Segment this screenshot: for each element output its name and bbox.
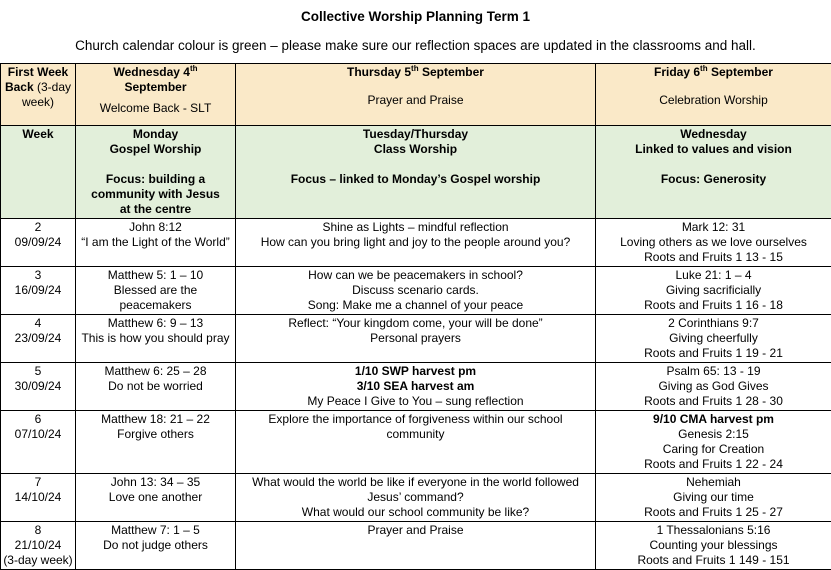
monday-cell — [76, 315, 236, 363]
thursday-date-title: Thursday 5th September — [238, 65, 593, 80]
tuesday-thursday-cell — [236, 315, 596, 363]
cell-line: 3/10 SEA harvest am — [238, 379, 593, 394]
class-worship-header-cell — [236, 126, 596, 219]
cell-line: Matthew 18: 21 – 22 — [78, 412, 233, 427]
cell-line: Explore the importance of forgiveness within our school community — [238, 412, 593, 442]
table-row — [1, 315, 831, 363]
cell-line: Luke 21: 1 – 4 — [598, 268, 829, 283]
cell-line: Genesis 2:15 — [598, 427, 829, 442]
ordinal-superscript: th — [190, 64, 198, 73]
wednesday-worship-header-cell — [596, 126, 831, 219]
header-row-dates — [1, 64, 831, 126]
week-cell — [1, 522, 76, 570]
cell-line: 30/09/24 — [3, 379, 73, 394]
thursday-date-cell — [236, 64, 596, 126]
header-row-worship-types — [1, 126, 831, 219]
week-header-cell: Week — [1, 126, 76, 219]
table-row — [1, 474, 831, 522]
cell-line: This is how you should pray — [78, 331, 233, 346]
wednesday-cell — [596, 411, 831, 474]
cell-line: How can we be peacemakers in school? — [238, 268, 593, 283]
table-row — [1, 219, 831, 267]
friday-date-cell — [596, 64, 831, 126]
cell-line: Forgive others — [78, 427, 233, 442]
cell-line: Matthew 5: 1 – 10 — [78, 268, 233, 283]
first-week-back-title: First Week Back — [5, 65, 68, 94]
table-header-section — [1, 64, 831, 219]
cell-line: Roots and Fruits 1 13 - 15 — [598, 250, 829, 265]
cell-line: Caring for Creation — [598, 442, 829, 457]
table-row — [1, 522, 831, 570]
monday-cell — [76, 267, 236, 315]
header-line: Wednesday — [598, 127, 829, 142]
cell-line: Giving sacrificially — [598, 283, 829, 298]
header-line: Class Worship — [238, 142, 593, 157]
cell-line: 23/09/24 — [3, 331, 73, 346]
cell-line: Giving our time — [598, 490, 829, 505]
tuesday-thursday-cell — [236, 363, 596, 411]
cell-line: 1/10 SWP harvest pm — [238, 364, 593, 379]
header-line: Tuesday/Thursday — [238, 127, 593, 142]
cell-line: Roots and Fruits 1 16 - 18 — [598, 298, 829, 313]
cell-line: Reflect: “Your kingdom come, your will be done” — [238, 316, 593, 331]
cell-line: Roots and Fruits 1 19 - 21 — [598, 346, 829, 361]
week-cell — [1, 411, 76, 474]
tuesday-thursday-cell — [236, 267, 596, 315]
ordinal-superscript: th — [411, 64, 419, 73]
cell-line: 09/09/24 — [3, 235, 73, 250]
week-cell — [1, 267, 76, 315]
cell-line: (3-day week) — [3, 553, 73, 568]
planning-table — [0, 63, 831, 570]
cell-line: 5 — [3, 364, 73, 379]
class-worship-focus: Focus – linked to Monday’s Gospel worship — [238, 172, 593, 187]
cell-line: Psalm 65: 13 - 19 — [598, 364, 829, 379]
wednesday-event: Welcome Back - SLT — [78, 101, 233, 116]
cell-line: Prayer and Praise — [238, 523, 593, 538]
cell-line: Do not judge others — [78, 538, 233, 553]
cell-line: Song: Make me a channel of your peace — [238, 298, 593, 313]
page-title: Collective Worship Planning Term 1 — [0, 0, 831, 24]
monday-cell — [76, 474, 236, 522]
cell-line: Matthew 6: 25 – 28 — [78, 364, 233, 379]
header-line: Gospel Worship — [78, 142, 233, 157]
cell-line: 4 — [3, 316, 73, 331]
ordinal-superscript: th — [700, 64, 708, 73]
cell-line: 2 — [3, 220, 73, 235]
cell-line: Giving as God Gives — [598, 379, 829, 394]
wednesday-cell — [596, 474, 831, 522]
table-row — [1, 363, 831, 411]
cell-line: John 8:12 — [78, 220, 233, 235]
wednesday-cell — [596, 315, 831, 363]
monday-cell — [76, 522, 236, 570]
cell-line: Loving others as we love ourselves — [598, 235, 829, 250]
schedule-body — [1, 219, 831, 570]
cell-line: Shine as Lights – mindful reflection — [238, 220, 593, 235]
cell-line: How can you bring light and joy to the people around you? — [238, 235, 593, 250]
friday-date-title: Friday 6th September — [598, 65, 829, 80]
tuesday-thursday-cell — [236, 219, 596, 267]
wednesday-date-title: Wednesday 4th September — [91, 65, 221, 95]
monday-worship-header-cell — [76, 126, 236, 219]
header-line: Monday — [78, 127, 233, 142]
thursday-event: Prayer and Praise — [238, 93, 593, 108]
monday-cell — [76, 219, 236, 267]
cell-line: Love one another — [78, 490, 233, 505]
cell-line: What would the world be like if everyone in the world followed Jesus’ command? — [238, 475, 593, 505]
tuesday-thursday-cell — [236, 474, 596, 522]
header-line: Linked to values and vision — [598, 142, 829, 157]
cell-line: 2 Corinthians 9:7 — [598, 316, 829, 331]
cell-line: “I am the Light of the World” — [78, 235, 233, 250]
wednesday-cell — [596, 522, 831, 570]
table-row — [1, 411, 831, 474]
monday-cell — [76, 363, 236, 411]
cell-line: 9/10 CMA harvest pm — [598, 412, 829, 427]
wednesday-focus: Focus: Generosity — [598, 172, 829, 187]
monday-focus: Focus: building a community with Jesus at the centre — [91, 172, 221, 217]
friday-event: Celebration Worship — [598, 93, 829, 108]
cell-line: 8 — [3, 523, 73, 538]
week-cell — [1, 474, 76, 522]
wednesday-cell — [596, 267, 831, 315]
cell-line: Roots and Fruits 1 25 - 27 — [598, 505, 829, 520]
cell-line: 07/10/24 — [3, 427, 73, 442]
cell-line: 1 Thessalonians 5:16 — [598, 523, 829, 538]
monday-cell — [76, 411, 236, 474]
cell-line: 7 — [3, 475, 73, 490]
cell-line: What would our school community be like? — [238, 505, 593, 520]
wednesday-cell — [596, 363, 831, 411]
cell-line: Matthew 6: 9 – 13 — [78, 316, 233, 331]
cell-line: Matthew 7: 1 – 5 — [78, 523, 233, 538]
week-cell — [1, 363, 76, 411]
cell-line: Blessed are the peacemakers — [78, 283, 233, 313]
table-row — [1, 267, 831, 315]
cell-line: 6 — [3, 412, 73, 427]
week-cell — [1, 219, 76, 267]
cell-line: My Peace I Give to You – sung reflection — [238, 394, 593, 409]
cell-line: Roots and Fruits 1 28 - 30 — [598, 394, 829, 409]
cell-line: Roots and Fruits 1 149 - 151 — [598, 553, 829, 568]
cell-line: 3 — [3, 268, 73, 283]
cell-line: Discuss scenario cards. — [238, 283, 593, 298]
cell-line: 14/10/24 — [3, 490, 73, 505]
cell-line: Roots and Fruits 1 22 - 24 — [598, 457, 829, 472]
wednesday-cell — [596, 219, 831, 267]
cell-line: Counting your blessings — [598, 538, 829, 553]
wednesday-date-cell — [76, 64, 236, 126]
cell-line: Giving cheerfully — [598, 331, 829, 346]
cell-line: Mark 12: 31 — [598, 220, 829, 235]
first-week-back-cell — [1, 64, 76, 126]
week-cell — [1, 315, 76, 363]
first-week-back-note: (3-day week) — [22, 80, 71, 109]
page-subtitle: Church calendar colour is green – please make sure our reflection spaces are updated in the classrooms and hall. — [0, 38, 831, 53]
cell-line: Personal prayers — [238, 331, 593, 346]
cell-line: Nehemiah — [598, 475, 829, 490]
tuesday-thursday-cell — [236, 411, 596, 474]
cell-line: 21/10/24 — [3, 538, 73, 553]
cell-line: John 13: 34 – 35 — [78, 475, 233, 490]
cell-line: 16/09/24 — [3, 283, 73, 298]
cell-line: Do not be worried — [78, 379, 233, 394]
tuesday-thursday-cell — [236, 522, 596, 570]
